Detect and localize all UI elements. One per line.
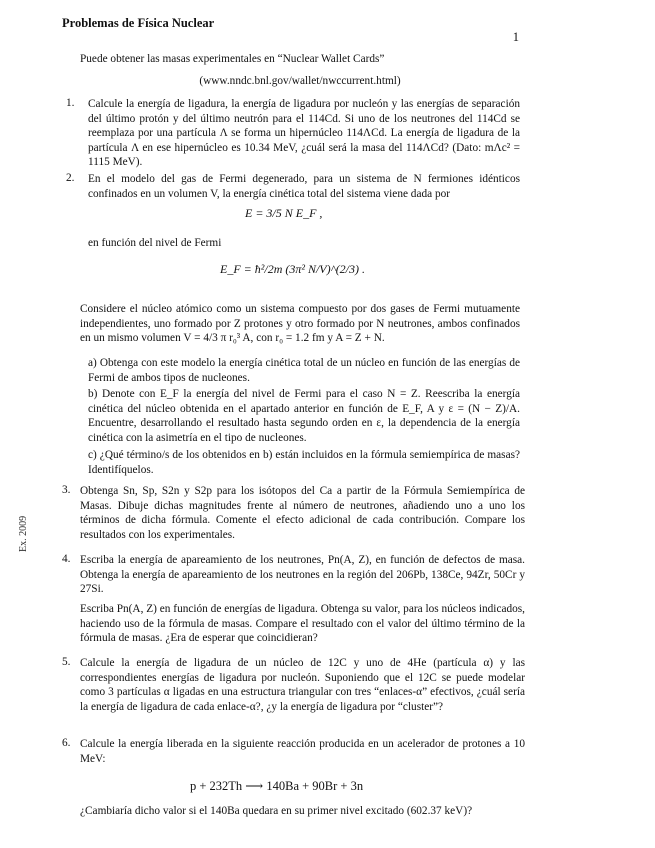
document-title: Problemas de Física Nuclear xyxy=(62,16,215,30)
margin-note: Ex. 2009 xyxy=(18,515,29,552)
problem-2-body: Considere el núcleo atómico como un sistema compuesto por dos gases de Fermi mutuamente independientes, uno formado por Z protones y otro formado por N neutrones, ambos confinados en un mismo volumen V = 4/3 π r₀³ A, con r₀ = 1.2 fm y A = Z + N. xyxy=(80,303,520,345)
page-number: 1 xyxy=(512,30,519,44)
problem-number: 4. xyxy=(62,553,71,565)
problem-number: 2. xyxy=(66,172,75,184)
problem-3-text: Obtenga Sn, Sp, S2n y S2p para los isótopos del Ca a partir de la Fórmula Semiempírica de Masas. Dibuje dichas magnitudes frente al número de neutrones, añadiendo uno a uno los términos de dicha fórmula. Comente el efecto adicional de cada contribución. Compare los resultados con los experimentales. xyxy=(80,485,525,541)
problem-6-text: Calcule la energía liberada en la siguiente reacción producida en un acelerador de protones a 10 MeV: xyxy=(80,738,525,765)
problem-number: 1. xyxy=(66,97,75,109)
nuclear-reaction: p + 232Th ⟶ 140Ba + 90Br + 3n xyxy=(190,779,364,793)
problem-6-question: ¿Cambiaría dicho valor si el 140Ba quedara en su primer nivel excitado (602.37 keV)? xyxy=(80,805,473,817)
equation-fermi xyxy=(220,262,365,277)
intro-line: Puede obtener las masas experimentales en “Nuclear Wallet Cards” xyxy=(80,53,385,65)
equation-text: E = 3/5 N E_F , xyxy=(245,206,323,220)
problem-2-part-a: a) Obtenga con este modelo la energía cinética total de un núcleo en función de las energías de Fermi de ambos tipos de nucleones. xyxy=(88,357,520,384)
problem-number: 5. xyxy=(62,656,71,668)
problem-2-intro: En el modelo del gas de Fermi degenerado, para un sistema de N fermiones idénticos confinados en un volumen V, la energía cinética total del sistema viene dada por xyxy=(88,173,520,200)
problem-number: 6. xyxy=(62,737,71,749)
problem-5-text: Calcule la energía de ligadura de un núcleo de 12C y uno de 4He (partícula α) y las correspondientes energías de ligadura por nucleón. Suponiendo que el 12C se puede modelar como 3 partículas α ligadas en una estructura triangular con tres “enlaces-α” efectivos, ¿cuál sería la energía de ligadura de cada enlace-α?, ¿y la energía de ligadura por “cluster”? xyxy=(80,657,525,713)
problem-2-part-c: c) ¿Qué término/s de los obtenidos en b) están incluidos en la fórmula semiempírica de masas? Identifíquelos. xyxy=(88,449,520,476)
problem-2-mid: en función del nivel de Fermi xyxy=(88,237,222,249)
problem-2-part-b: b) Denote con E_F la energía del nivel de Fermi para el caso N = Z. Reescriba la energía cinética del núcleo obtenida en el apartado anterior en función de E_F, A y ε = (N − Z)/A. Encuentre, desarrollando el resultado hasta segundo orden en ε, la dependencia de la energía cinética con la asimetría en el tipo de nucleones. xyxy=(88,388,520,444)
problem-number: 3. xyxy=(62,484,71,496)
problem-1-text: Calcule la energía de ligadura, la energía de ligadura por nucleón y las energías de separación del último protón y del último neutrón para el 114Cd. Si uno de los neutrones del 114Cd se reemplaza por una partícula Λ se forma un hipernúcleo 114ΛCd. La energía de ligadura de la partícula Λ en ese hipernúcleo es 10.34 MeV, ¿cuál será la masa del 114ΛCd? (Dato: mΛc² = 1115 MeV). xyxy=(88,98,520,169)
problem-4-text-2: Escriba Pn(A, Z) en función de energías de ligadura. Obtenga su valor, para los núcleos indicados, haciendo uso de la fórmula de masas. Compare el resultado con el valor del último término de la fórmula de masas. ¿Era de esperar que coincidieran? xyxy=(80,603,525,645)
equation-text: E_F = ħ²/2m (3π² N/V)^(2/3) . xyxy=(220,262,366,276)
intro-url: (www.nndc.bnl.gov/wallet/nwccurrent.html) xyxy=(199,75,401,87)
problem-4-text-1: Escriba la energía de apareamiento de los neutrones, Pn(A, Z), en función de defectos de masa. Obtenga la energía de apareamiento de los neutrones en la región del 206Pb, 138Ce, 94Zr, 50Cr y 27Si. xyxy=(80,554,525,596)
equation-energy xyxy=(245,206,322,221)
